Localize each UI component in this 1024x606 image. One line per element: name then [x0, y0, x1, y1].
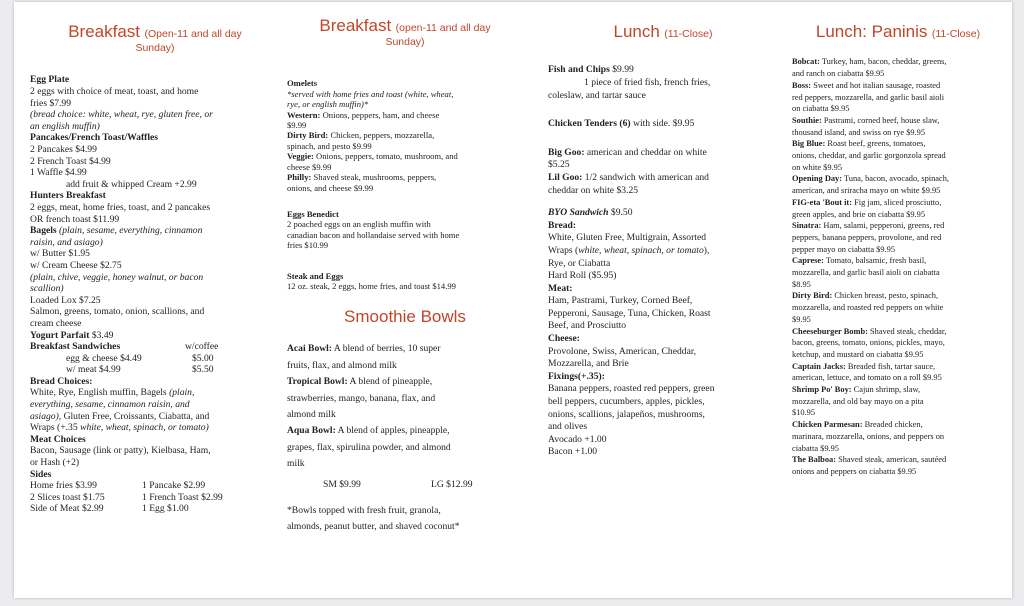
item-desc: peppers, banana peppers, provolone, and red: [792, 232, 942, 242]
item-desc: 1 Waffle $4.99: [30, 167, 87, 179]
item-desc: $8.95: [792, 279, 811, 289]
panini-item: [792, 173, 1004, 185]
panini-item: [792, 115, 1004, 127]
lunch-items: [548, 64, 778, 459]
item-name: Sinatra:: [792, 221, 822, 231]
item-note: white, wheat, spinach, or tomato: [578, 244, 704, 256]
item-name: Pancakes/French Toast/Waffles: [30, 132, 159, 144]
item-name: Egg Plate: [30, 74, 70, 86]
panini-item: [792, 361, 1004, 373]
item-desc: 2 French Toast $4.99: [30, 155, 111, 167]
item-name: Big Blue:: [792, 139, 826, 149]
section-hours: (11-Close): [931, 28, 981, 40]
panini-item: [792, 80, 1004, 92]
side-item: 1 Pancake $2.99: [142, 480, 206, 492]
item-name: Omelets: [287, 78, 318, 89]
side-item: Home fries $3.99: [30, 480, 97, 492]
item-desc: Roast beef, greens, tomatoes,: [825, 139, 926, 149]
breakfast-header-2: [287, 16, 523, 48]
item-name: Opening Day:: [792, 174, 843, 184]
item-desc: bacon, greens, tomato, onions, pickles, mayo,: [792, 338, 945, 348]
item-note: scallion): [30, 283, 64, 295]
item-desc: fruits, flax, and almond milk: [287, 359, 397, 371]
item-desc: White, Gluten Free, Multigrain, Assorted: [548, 232, 707, 244]
item-desc: cheddar on white $3.25: [548, 184, 639, 196]
item-desc: White, Rye, English muffin, Bagels: [30, 387, 170, 399]
item-note: rye, or english muffin)*: [287, 99, 369, 110]
item-desc: onions, and cheese $9.99: [287, 182, 374, 193]
item-desc: Loaded Lox $7.25: [30, 294, 101, 306]
item-name: Boss:: [792, 80, 812, 90]
item-desc: thousand island, and swiss on rye $9.95: [792, 127, 926, 137]
section-hours: (open-11 and all day: [395, 22, 491, 34]
section-title: Breakfast: [319, 16, 392, 35]
item-desc: Beef, and Prosciutto: [548, 320, 627, 332]
item-name: Lil Goo:: [548, 171, 583, 183]
item-note: white, wheat, spinach, or tomato): [80, 422, 209, 434]
item-desc: onions, cheddar, and garlic gorgonzola spread: [792, 151, 946, 161]
item-desc: A blend of berries, 10 super: [332, 343, 441, 355]
item-note: everything, sesame, cinnamon raisin, and: [30, 399, 190, 411]
item-desc: american and cheddar on white: [584, 146, 707, 158]
item-desc: w/ Cream Cheese $2.75: [30, 259, 122, 271]
item-desc: red peppers, mozzarella, and garlic basil aioli: [792, 92, 945, 102]
panini-item: [792, 56, 1004, 68]
item-desc: Provolone, Swiss, American, Cheddar,: [548, 345, 697, 357]
item-name: Fish and Chips: [548, 64, 610, 76]
item-name: Philly:: [287, 172, 312, 183]
side-item: 1 French Toast $2.99: [142, 491, 223, 503]
item-desc: w/ Butter $1.95: [30, 248, 90, 260]
item-desc: Breaded fish, tartar sauce,: [845, 361, 936, 371]
item-name: FIG-eta 'Bout it:: [792, 197, 853, 207]
item-desc: spinach, and pesto $9.99: [287, 140, 372, 151]
item-desc: Shaved steak, mushrooms, peppers,: [311, 172, 437, 183]
item-desc: on white $9.95: [792, 162, 843, 172]
item-desc: Chicken, peppers, mozzarella,: [328, 130, 435, 141]
item-desc: coleslaw, and tartar sauce: [548, 89, 646, 101]
item-desc: fries $7.99: [30, 97, 72, 109]
item-desc: Turkey, ham, bacon, cheddar, greens,: [819, 57, 947, 67]
item-desc: ),: [703, 244, 710, 256]
item-desc: Bacon, Sausage (link or patty), Kielbasa, Ham,: [30, 445, 211, 457]
item-desc: ciabatta $9.95: [792, 443, 839, 453]
item-name: Bread Choices:: [30, 375, 93, 387]
breakfast-items: [30, 74, 280, 515]
side-item: 2 Slices toast $1.75: [30, 491, 105, 503]
item-desc: Shaved steak, cheddar,: [867, 326, 947, 336]
item-desc: w/ meat $4.99: [66, 364, 121, 376]
item-desc: 2 eggs, meat, home fries, toast, and 2 pancakes: [30, 201, 211, 213]
item-name: Aqua Bowl:: [287, 425, 336, 437]
item-name: Shrimp Po' Boy:: [792, 385, 852, 395]
item-desc: almond milk: [287, 408, 336, 420]
breakfast-column-1: [30, 2, 280, 598]
size-large: LG $12.99: [431, 478, 473, 490]
item-name: Cheeseburger Bomb:: [792, 326, 868, 336]
item-desc: milk: [287, 458, 305, 470]
item-name: Meat Choices: [30, 433, 86, 445]
item-desc: add fruit & whipped Cream +2.99: [66, 178, 197, 190]
item-note: *served with home fries and toast (white, wheat,: [287, 88, 454, 99]
panini-item: [792, 255, 1004, 267]
item-desc: Onions, peppers, tomato, mushroom, and: [313, 151, 458, 162]
panini-item: [792, 326, 1004, 338]
item-desc: Salmon, greens, tomato, onion, scallions, and: [30, 306, 205, 318]
item-desc: cheese $9.99: [287, 161, 332, 172]
item-desc: american, lettuce, and tomato on a roll $9.95: [792, 373, 942, 383]
paninis-column: [792, 2, 1004, 598]
omelets-section: [287, 78, 523, 192]
item-desc: egg & cheese $4.49: [66, 352, 142, 364]
side-item: 1 Egg $1.00: [142, 503, 189, 515]
item-desc: Avocado +1.00: [548, 433, 607, 445]
item-note: an english muffin): [30, 120, 100, 132]
item-desc: marinara, mozzarella, onions, and peppers on: [792, 431, 945, 441]
item-name: Chicken Parmesan:: [792, 420, 863, 430]
item-desc: american, and sriracha mayo on white $9.95: [792, 186, 941, 196]
panini-item: [792, 220, 1004, 232]
item-desc: on ciabatta $9.95: [792, 104, 850, 114]
item-name: Big Goo:: [548, 146, 585, 158]
section-title: Lunch: [613, 22, 660, 41]
breakfast-column-2: [287, 2, 523, 598]
item-note: (plain,: [169, 387, 195, 399]
item-name: Caprese:: [792, 256, 824, 266]
item-desc: and olives: [548, 421, 588, 433]
item-desc: ketchup, and mustard on ciabatta $9.95: [792, 349, 924, 359]
item-name: Dirty Bird:: [287, 130, 329, 141]
item-name: Bagels: [30, 225, 57, 237]
item-desc: green apples, and brie on ciabatta $9.95: [792, 209, 926, 219]
item-desc: Sweet and hot italian sausage, roasted: [811, 80, 941, 90]
item-price: $3.49: [91, 329, 114, 341]
item-name: Hunters Breakfast: [30, 190, 106, 202]
panini-item: [792, 290, 1004, 302]
item-desc: Chicken breast, pesto, spinach,: [832, 291, 939, 301]
item-price: $9.99: [287, 120, 307, 131]
item-price: $9.50: [608, 207, 633, 219]
item-name: Eggs Benedict: [287, 208, 339, 219]
item-desc: and ranch on ciabatta $9.95: [792, 69, 885, 79]
item-desc: cream cheese: [30, 317, 82, 329]
item-desc: Wraps (+.35: [30, 422, 81, 434]
side-item: Side of Meat $2.99: [30, 503, 104, 515]
item-desc: Onions, peppers, ham, and cheese: [320, 109, 440, 120]
coffee-header: w/coffee: [185, 341, 219, 353]
section-hours: (11-Close): [664, 28, 713, 40]
item-desc: 12 oz. steak, 2 eggs, home fries, and toast $14.99: [287, 280, 456, 291]
item-desc: 1/2 sandwich with american and: [582, 171, 709, 183]
item-name: Bobcat:: [792, 57, 820, 67]
section-hours-cont: Sunday): [385, 36, 425, 49]
item-desc: A blend of pineapple,: [347, 376, 433, 388]
item-price: $5.25: [548, 159, 570, 171]
bowls-note: *Bowls topped with fresh fruit, granola,: [287, 505, 441, 517]
item-price: $5.00: [192, 352, 214, 364]
item-desc: Banana peppers, roasted red peppers, green: [548, 383, 715, 395]
item-name: Captain Jacks:: [792, 361, 846, 371]
item-note: raisin, and asiago): [30, 236, 103, 248]
item-name: BYO Sandwich: [548, 207, 609, 219]
item-desc: 2 Pancakes $4.99: [30, 144, 97, 156]
section-title: Lunch: Paninis: [815, 22, 928, 41]
item-desc: with side. $9.95: [630, 118, 695, 130]
item-desc: bell peppers, cucumbers, apples, pickles,: [548, 396, 705, 408]
item-desc: 2 poached eggs on an english muffin with: [287, 219, 431, 230]
item-desc: Wraps (: [548, 244, 579, 256]
item-desc: canadian bacon and hollandaise served with home: [287, 229, 460, 240]
item-desc: $9.95: [792, 314, 811, 324]
item-desc: Pastrami, corned beef, house slaw,: [821, 115, 940, 125]
section-hours: (Open-11 and all day: [144, 28, 242, 40]
panini-item: [792, 419, 1004, 431]
item-name: The Balboa:: [792, 455, 836, 465]
lunch-column: [548, 2, 778, 598]
item-price: $9.99: [609, 64, 634, 76]
item-desc: pepper mayo on ciabatta $9.95: [792, 244, 896, 254]
panini-item: [792, 384, 1004, 396]
item-desc: OR french toast $11.99: [30, 213, 120, 225]
item-note: (plain, chive, veggie, honey walnut, or bacon: [30, 271, 204, 283]
panini-item: [792, 454, 1004, 466]
item-name: Southie:: [792, 115, 822, 125]
item-name: Breakfast Sandwiches: [30, 341, 121, 353]
item-desc: Pepperoni, Sausage, Tuna, Chicken, Roast: [548, 307, 711, 319]
item-name: Western:: [287, 109, 321, 120]
item-desc: Rye, or Ciabatta: [548, 257, 611, 269]
item-note: (plain, sesame, everything, cinnamon: [56, 225, 203, 237]
item-desc: 2 eggs with choice of meat, toast, and home: [30, 86, 199, 98]
item-desc: 1 piece of fried fish, french fries,: [584, 76, 711, 88]
item-desc: Hard Roll ($5.95): [548, 270, 617, 282]
item-desc: Bacon +1.00: [548, 446, 598, 458]
section-hours-cont: Sunday): [135, 42, 175, 55]
item-desc: mozzarella, and old bay mayo on a pita: [792, 396, 924, 406]
item-desc: or Hash (+2): [30, 457, 80, 469]
item-desc: strawberries, mango, banana, flax, and: [287, 392, 436, 404]
smoothie-items: [287, 341, 523, 535]
item-desc: fries $10.99: [287, 240, 329, 251]
item-desc: onions, scallions, jalapeños, mushrooms,: [548, 408, 705, 420]
item-name: Cheese:: [548, 333, 580, 345]
section-title: Breakfast: [68, 22, 141, 41]
panini-list: [792, 56, 1004, 477]
item-name: Veggie:: [287, 151, 314, 162]
lunch-header: [548, 22, 778, 42]
item-desc: Fig jam, sliced prosciutto,: [852, 197, 942, 207]
item-name: Chicken Tenders (6): [548, 118, 631, 130]
item-desc: , Gluten Free, Croissants, Ciabatta, and: [58, 410, 210, 422]
item-desc: Breaded chicken,: [862, 420, 923, 430]
item-desc: Ham, Pastrami, Turkey, Corned Beef,: [548, 295, 693, 307]
item-note: (bread choice: white, wheat, rye, gluten free, or: [30, 109, 213, 121]
item-name: Yogurt Parfait: [30, 329, 90, 341]
item-desc: Tomato, balsamic, fresh basil,: [823, 256, 927, 266]
panini-item: [792, 197, 1004, 209]
item-desc: Ham, salami, pepperoni, greens, red: [821, 221, 945, 231]
panini-item: [792, 138, 1004, 150]
item-name: Bread:: [548, 219, 577, 231]
item-desc: Cajun shrimp, slaw,: [851, 385, 921, 395]
item-desc: mozzarella, and roasted red peppers on white: [792, 303, 944, 313]
benedict-section: [287, 209, 523, 251]
item-desc: Tuna, bacon, avocado, spinach,: [842, 174, 950, 184]
item-name: Sides: [30, 468, 52, 480]
size-small: SM $9.99: [323, 478, 361, 490]
smoothie-title: Smoothie Bowls: [344, 307, 466, 327]
item-note: asiago): [30, 410, 59, 422]
paninis-header: [792, 22, 1004, 42]
item-desc: Shaved steak, american, sautéed: [835, 455, 947, 465]
item-desc: grapes, flax, spirulina powder, and almond: [287, 441, 451, 453]
item-name: Acai Bowl:: [287, 343, 333, 355]
item-name: Dirty Bird:: [792, 291, 833, 301]
item-name: Fixings(+.35):: [548, 370, 605, 382]
item-desc: A blend of apples, pineapple,: [335, 425, 450, 437]
menu-page: [14, 2, 1012, 598]
item-name: Tropical Bowl:: [287, 376, 348, 388]
item-name: Steak and Eggs: [287, 270, 344, 281]
item-desc: mozzarella, and garlic basil aioli on ciabatta: [792, 268, 940, 278]
item-desc: onions and peppers on ciabatta $9.95: [792, 467, 917, 476]
item-desc: Mozzarella, and Brie: [548, 358, 629, 370]
item-name: Meat:: [548, 282, 573, 294]
breakfast-header: [30, 22, 280, 54]
item-desc: $10.95: [792, 408, 816, 418]
steak-section: [287, 271, 523, 292]
bowls-note: almonds, peanut butter, and shaved coconut*: [287, 521, 460, 533]
item-price: $5.50: [192, 364, 214, 376]
